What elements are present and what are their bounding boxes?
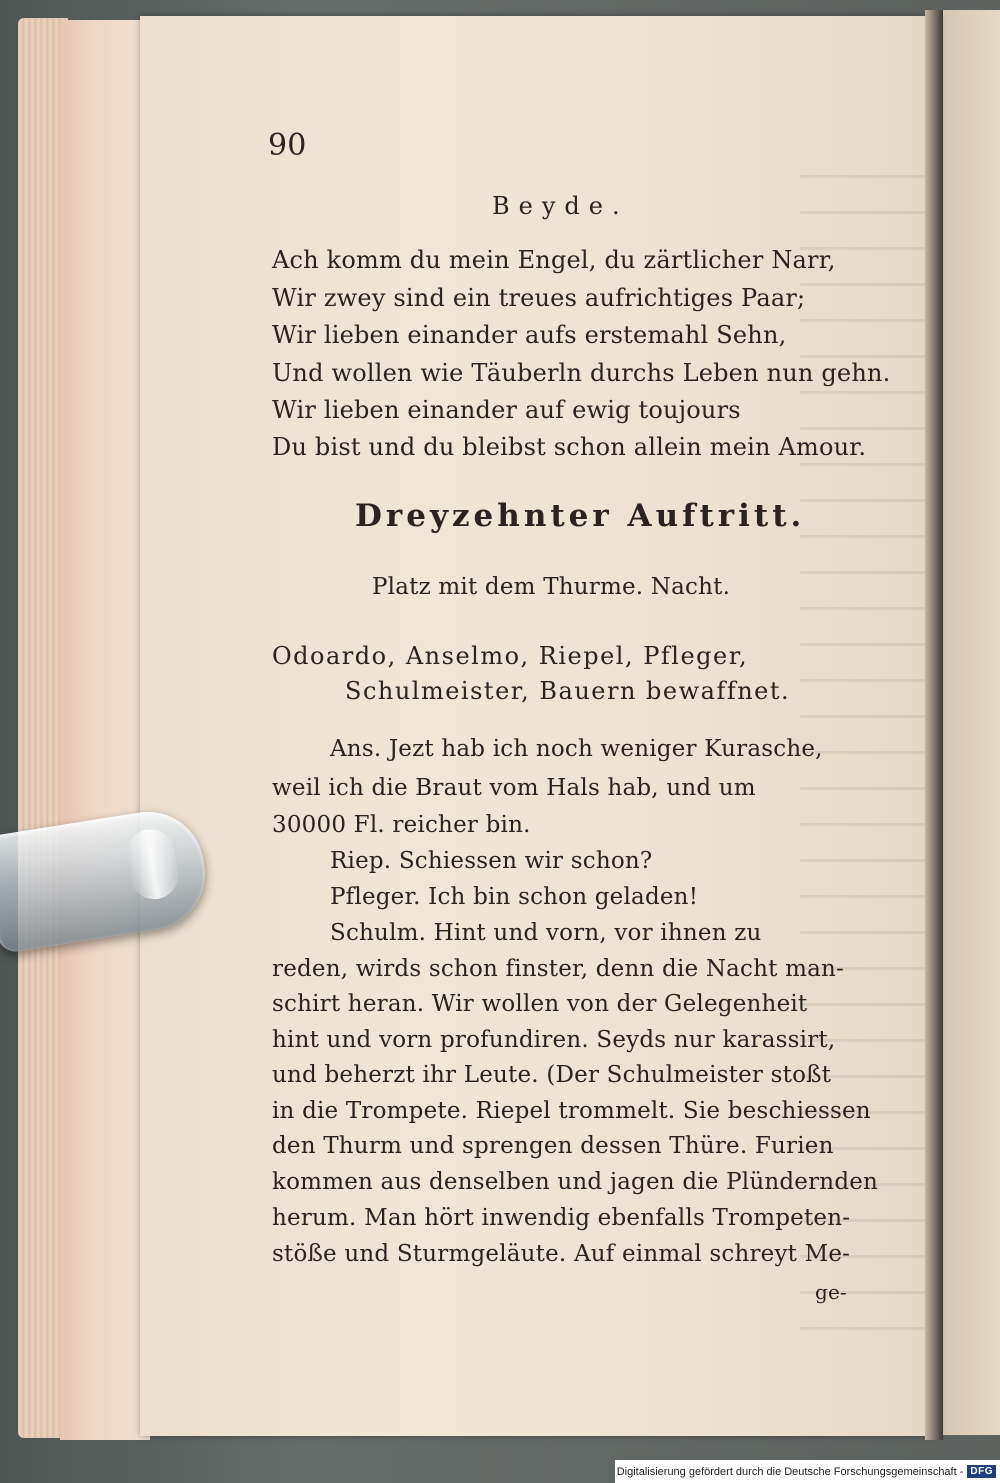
verse-line: Wir lieben einander auf ewig toujours xyxy=(272,396,741,424)
prose-line: schirt heran. Wir wollen von der Gelegenheit xyxy=(272,991,808,1017)
prose-line: stöße und Sturmgeläute. Auf einmal schreyt Me- xyxy=(272,1241,851,1267)
verse-line: Wir zwey sind ein treues aufrichtiges Paar; xyxy=(272,284,806,312)
speaker-heading: Beyde. xyxy=(492,192,629,220)
catchword: ge- xyxy=(815,1280,847,1304)
prose-line: Schulm. Hint und vorn, vor ihnen zu xyxy=(330,920,762,946)
prose-line: und beherzt ihr Leute. (Der Schulmeister stoßt xyxy=(272,1062,832,1088)
scene-setting: Platz mit dem Thurme. Nacht. xyxy=(372,574,731,600)
prose-line: weil ich die Braut vom Hals hab, und um xyxy=(272,775,756,801)
verse-line: Und wollen wie Täuberln durchs Leben nun gehn. xyxy=(272,359,891,387)
dfg-logo: DFG xyxy=(967,1465,996,1478)
verse-line: Ach komm du mein Engel, du zärtlicher Narr, xyxy=(272,246,836,274)
verse-line: Du bist und du bleibst schon allein mein Amour. xyxy=(272,433,867,461)
prose-line: Pfleger. Ich bin schon geladen! xyxy=(330,884,699,910)
page-number: 90 xyxy=(268,128,307,163)
prose-line: den Thurm und sprengen dessen Thüre. Furien xyxy=(272,1133,834,1159)
digitization-credit-bar xyxy=(615,1460,1000,1483)
prose-line: Ans. Jezt hab ich noch weniger Kurasche, xyxy=(330,736,823,762)
verse-line: Wir lieben einander aufs erstemahl Sehn, xyxy=(272,321,787,349)
cast-list-line: Schulmeister, Bauern bewaffnet. xyxy=(345,677,791,705)
prose-line: 30000 Fl. reicher bin. xyxy=(272,812,531,838)
prose-line: herum. Man hört inwendig ebenfalls Trompeten- xyxy=(272,1205,851,1231)
digitization-credit-text: Digitalisierung gefördert durch die Deutsche Forschungsgemeinschaft - xyxy=(616,1465,964,1478)
prose-line: kommen aus denselben und jagen die Plündernden xyxy=(272,1169,879,1195)
prose-line: Riep. Schiessen wir schon? xyxy=(330,848,653,874)
prose-line: reden, wirds schon finster, denn die Nacht man- xyxy=(272,956,845,982)
scene-heading: Dreyzehnter Auftritt. xyxy=(355,498,806,534)
prose-line: hint und vorn profundiren. Seyds nur karassirt, xyxy=(272,1027,836,1053)
prose-line: in die Trompete. Riepel trommelt. Sie beschiessen xyxy=(272,1098,871,1124)
cast-list-line: Odoardo, Anselmo, Riepel, Pfleger, xyxy=(272,642,749,670)
